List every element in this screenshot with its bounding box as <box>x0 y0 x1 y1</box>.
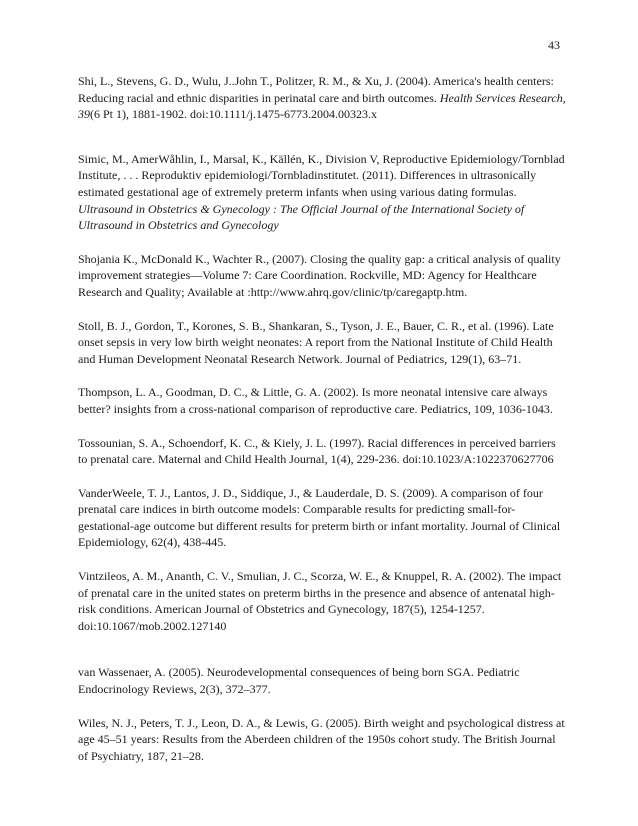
reference-source-italic: Health Services Research, 39 <box>78 90 569 122</box>
reference-text: Tossounian, S. A., Schoendorf, K. C., & Kiely, J. L. (1997). Racial differences in perceived barriers to prenatal care. Maternal and Child Health Journal, 1(4), 229-236. doi:10.1023/A:1022370627706 <box>78 435 559 467</box>
reference-source-italic: Ultrasound in Obstetrics & Gynecology : The Official Journal of the International Society of Ultrasound in Obstetrics and Gynecology <box>78 201 528 233</box>
reference-text: Stoll, B. J., Gordon, T., Korones, S. B., Shankaran, S., Tyson, J. E., Bauer, C. R., et al. (1996). Late onset sepsis in very low birth weight neonates: A report from the National Institute of Child Health and Human Development Neonatal Research Network. Journal of Pediatrics, 129(1), 63–71. <box>78 318 557 366</box>
reference-entry <box>78 435 568 468</box>
reference-entry <box>78 251 568 301</box>
reference-entry <box>78 664 568 697</box>
reference-entry <box>78 73 568 123</box>
reference-entry <box>78 151 568 234</box>
reference-text: Shojania K., McDonald K., Wachter R., (2007). Closing the quality gap: a critical analysis of quality improvement strategies—Volume 7: Care Coordination. Rockville, MD: Agency for Healthcare Research and Quality; Available at :http://www.ahrq.gov/clinic/tp/caregaptp.htm. <box>78 251 564 299</box>
reference-text: Thompson, L. A., Goodman, D. C., & Little, G. A. (2002). Is more neonatal intensive care always better? insights from a cross-national comparison of reproductive care. Pediatrics, 109, 1036-1043. <box>78 385 553 416</box>
reference-entry <box>78 384 568 417</box>
reference-text: Shi, L., Stevens, G. D., Wulu, J..John T., Politzer, R. M., & Xu, J. (2004). America's health centers: Reducing racial and ethnic disparities in perinatal care and birth outcomes. <box>78 74 557 105</box>
reference-entry <box>78 318 568 368</box>
reference-text: (6 Pt 1), 1881-1902. doi:10.1111/j.1475-6773.2004.00323.x <box>90 107 377 122</box>
reference-text: Simic, M., AmerWåhlin, I., Marsal, K., Källén, K., Division V, Reproductive Epidemiology/Tornblad Institute, . . . Reproduktiv epidemiologi/Tornbladinstitutet. (2011). Differences in ultrasonically estimated gestational age of extremely preterm infants when using various dating formulas. <box>78 151 568 199</box>
reference-text: VanderWeele, T. J., Lantos, J. D., Siddique, J., & Lauderdale, D. S. (2009). A comparison of four prenatal care indices in birth outcome models: Comparable results for predicting small-for-gestational-age outcome but different results for preterm birth or infant mortality. Journal of Clinical Epidemiology, 62(4), 438-445. <box>78 485 564 550</box>
reference-list <box>78 73 568 764</box>
page-number: 43 <box>548 38 560 52</box>
reference-entry <box>78 568 568 634</box>
reference-text: Wiles, N. J., Peters, T. J., Leon, D. A., & Lewis, G. (2005). Birth weight and psychological distress at age 45–51 years: Results from the Aberdeen children of the 1950s cohort study. The British Journal of Psychiatry, 187, 21–28. <box>78 715 568 763</box>
reference-text: van Wassenaer, A. (2005). Neurodevelopmental consequences of being born SGA. Pediatric Endocrinology Reviews, 2(3), 372–377. <box>78 665 523 697</box>
reference-text: Vintzileos, A. M., Ananth, C. V., Smulian, J. C., Scorza, W. E., & Knuppel, R. A. (2002). The impact of prenatal care in the united states on preterm births in the presence and absence of antenatal high-risk conditions. American Journal of Obstetrics and Gynecology, 187(5), 1254-1257. doi:10.1067/mob.2002.127140 <box>78 569 565 633</box>
reference-entry <box>78 485 568 551</box>
reference-entry <box>78 715 568 765</box>
